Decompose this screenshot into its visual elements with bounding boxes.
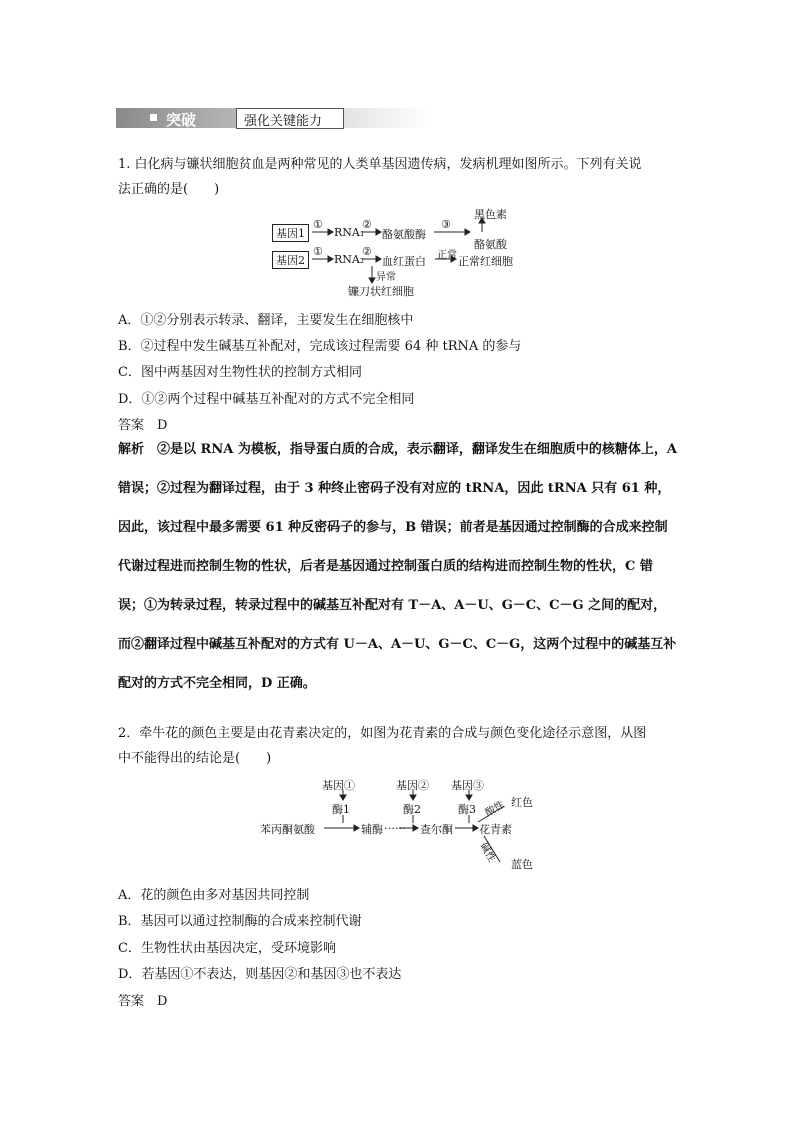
banner-subtitle: 强化关键能力 (244, 114, 323, 129)
q2-chalcone: 查尔酮 (420, 823, 453, 836)
q1-stem-line1: 1. 白化病与镰状细胞贫血是两种常见的人类单基因遗传病，发病机理如图所示。下列有关说 (118, 157, 642, 172)
q2-option-d: D．若基因①不表达，则基因②和基因③也不表达 (118, 967, 402, 982)
q2-gene1: 基因① (322, 779, 355, 792)
q1-option-a: A．①②分别表示转录、翻译，主要发生在细胞核中 (118, 313, 414, 328)
q1-normal-label: 正常 (437, 250, 457, 261)
q2-basic-label: 碱性 (477, 841, 498, 864)
q1-tyrosine: 酪氨酸 (474, 238, 507, 251)
q1-gene1-box: 基因1 (272, 224, 309, 242)
q2-red: 红色 (511, 796, 533, 809)
q2-blue: 蓝色 (511, 858, 533, 871)
q1-step3: ③ (441, 218, 451, 231)
q1-step2-top: ② (362, 218, 372, 231)
q1-step2-bottom: ② (362, 245, 372, 258)
q1-stem-line2: 法正确的是( ) (118, 182, 220, 197)
q1-option-d: D．①②两个过程中碱基互补配对的方式不完全相同 (118, 392, 415, 407)
q1-option-b: B．②过程中发生碱基互补配对，完成该过程需要 64 种 tRNA 的参与 (118, 339, 522, 354)
q1-sickle-rbc: 镰刀状红细胞 (348, 285, 414, 298)
q1-answer: 答案 D (118, 418, 168, 433)
q1-hemoglobin: 血红蛋白 (382, 255, 426, 268)
q1-step1-top: ① (313, 218, 323, 231)
q2-anthocyanin: 花青素 (479, 823, 512, 836)
q2-enzyme1: 酶1 (332, 803, 350, 816)
banner-title: 突破 (166, 111, 197, 129)
q2-gene2: 基因② (396, 779, 429, 792)
q1-normal-rbc: 正常红细胞 (458, 255, 513, 268)
q2-enzyme2: 酶2 (403, 803, 421, 816)
q2-gene3: 基因③ (451, 779, 484, 792)
q1-option-c: C．图中两基因对生物性状的控制方式相同 (118, 365, 362, 380)
q2-option-a: A．花的颜色由多对基因共同控制 (118, 888, 310, 903)
q2-stem-line2: 中不能得出的结论是( ) (118, 751, 272, 766)
q1-gene2-box: 基因2 (272, 251, 309, 269)
q2-dots: …… (384, 819, 406, 832)
q1-melanin: 黑色素 (474, 208, 507, 221)
q1-enzyme: 酪氨酸酶 (382, 228, 426, 241)
q1-analysis: 解析 ②是以 RNA 为模板，指导蛋白质的合成，表示翻译，翻译发生在细胞质中的核糖体上，A 错误；②过程为翻译过程，由于 3 种终止密码子没有对应的 tRNA，因此 tRNA 只有 61 种，因此，该过程中最多需要 61 种反密码子的参与，B 错误；前者是基因通过控制酶的合成来控制代谢过程进而控制生物的性状，后者是基因通过控制蛋白质的结构进而控制生物的性状，C 错误；①为转录过程，转录过程中的碱基互补配对有 T－A、A－U、G－C、C－G 之间的配对，而②翻译过程中碱基互补配对的方式有 U－A、A－U、G－C、C－G，这两个过程中的碱基互补配对的方式不完全相同，D 正确。 (118, 442, 677, 691)
q2-acidic-label: 酸性 (483, 799, 507, 819)
q2-option-c: C．生物性状由基因决定，受环境影响 (118, 941, 336, 956)
q2-coenzyme: 辅酶 (361, 823, 383, 836)
q2-answer: 答案 D (118, 994, 168, 1009)
q2-option-b: B．基因可以通过控制酶的合成来控制代谢 (118, 914, 362, 929)
q1-step1-bottom: ① (313, 245, 323, 258)
q1-rna1: RNA₁ (334, 226, 365, 239)
q1-abnormal-label: 异常 (376, 272, 396, 283)
q1-rna2: RNA₂ (334, 253, 365, 266)
q2-enzyme3: 酶3 (458, 803, 476, 816)
q2-substrate: 苯丙酮氨酸 (260, 823, 315, 836)
q2-stem-line1: 2．牵牛花的颜色主要是由花青素决定的，如图为花青素的合成与颜色变化途径示意图，从图 (118, 726, 647, 741)
